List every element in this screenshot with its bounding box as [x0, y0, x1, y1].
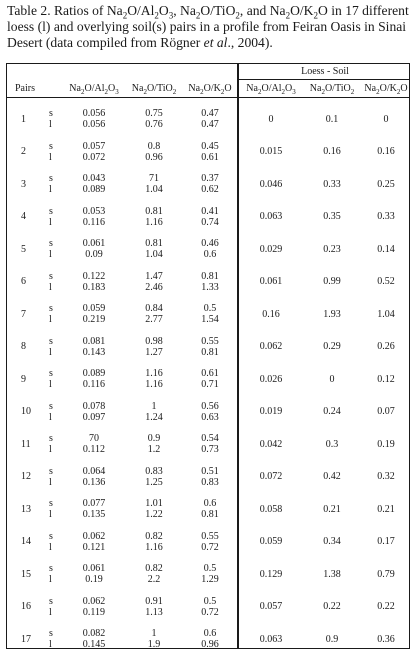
loess-na2o-k2o: 1.54 [201, 314, 219, 325]
pair-number: 5 [21, 243, 26, 255]
loess-na2o-al2o3: 0.219 [82, 314, 106, 325]
soil-na2o-tio2: 71 [149, 173, 159, 184]
header-pairs: Pairs [15, 83, 35, 94]
pair-number: 6 [21, 276, 26, 287]
pair-number: 12 [21, 471, 31, 482]
soil-na2o-al2o3: 0.053 [82, 205, 106, 217]
soil-na2o-tio2: 1.47 [145, 270, 163, 282]
soil-na2o-tio2: 0.91 [145, 595, 163, 607]
soil-na2o-k2o: 0.37 [201, 173, 219, 184]
loess-na2o-tio2: 1.22 [145, 509, 163, 520]
loess-na2o-k2o: 0.62 [201, 184, 219, 195]
soil-na2o-al2o3: 0.043 [82, 173, 106, 184]
soil-na2o-al2o3: 0.062 [82, 530, 106, 542]
pair-number: 15 [21, 568, 31, 580]
pair-number: 3 [21, 178, 26, 190]
loess-na2o-k2o: 0.81 [201, 509, 219, 520]
pair-number: 11 [21, 438, 31, 450]
soil-na2o-k2o: 0.56 [201, 400, 219, 412]
diff-na2o-tio2: 0.33 [323, 178, 341, 190]
diff-na2o-k2o: 0.22 [377, 601, 395, 612]
diff-na2o-tio2: 0.23 [323, 243, 341, 255]
diff-na2o-al2o3: 0.019 [259, 406, 283, 417]
loess-na2o-tio2: 1.13 [145, 606, 163, 618]
soil-na2o-tio2: 0.82 [145, 563, 163, 574]
header-diff-na2o-al2o3: $Na_2O/Al_2O_3$ [246, 83, 296, 96]
soil-marker: s [49, 238, 53, 249]
soil-na2o-tio2: 0.81 [145, 238, 163, 249]
header-rule [7, 97, 409, 98]
loess-na2o-al2o3: 0.072 [82, 151, 106, 163]
group-header-rule [239, 79, 409, 80]
diff-na2o-k2o: 0 [383, 113, 389, 125]
soil-marker: s [49, 433, 53, 444]
pair-number: 9 [21, 373, 26, 385]
soil-na2o-k2o: 0.51 [201, 465, 219, 477]
diff-na2o-al2o3: 0.046 [259, 178, 283, 190]
diff-na2o-k2o: 0.12 [377, 373, 395, 385]
soil-marker: s [49, 400, 53, 412]
header-diff-na2o-k2o: $Na_2O/K_2O$ [364, 83, 408, 96]
loess-na2o-tio2: 1.25 [145, 476, 163, 488]
soil-na2o-tio2: 1.16 [145, 368, 163, 379]
loess-na2o-k2o: 0.61 [201, 151, 219, 163]
loess-marker: l [49, 314, 52, 325]
soil-na2o-al2o3: 0.081 [82, 335, 106, 347]
diff-na2o-k2o: 0.33 [377, 211, 395, 222]
data-table [6, 63, 410, 649]
soil-na2o-al2o3: 70 [89, 433, 99, 444]
diff-na2o-tio2: 1.93 [323, 308, 341, 320]
loess-na2o-al2o3: 0.135 [82, 509, 106, 520]
soil-na2o-al2o3: 0.061 [82, 563, 106, 574]
soil-marker: s [49, 140, 53, 152]
soil-na2o-k2o: 0.6 [203, 498, 217, 509]
loess-na2o-k2o: 0.96 [201, 639, 219, 650]
group-header-loess-soil: Loess - Soil [301, 66, 349, 77]
diff-na2o-al2o3: 0.063 [259, 633, 283, 645]
loess-na2o-tio2: 2.2 [147, 574, 161, 585]
diff-na2o-tio2: 0.22 [323, 601, 341, 612]
soil-marker: s [49, 303, 53, 314]
soil-na2o-al2o3: 0.057 [82, 140, 106, 152]
loess-marker: l [49, 574, 52, 585]
loess-marker: l [49, 346, 52, 358]
soil-na2o-k2o: 0.5 [203, 595, 217, 607]
soil-na2o-tio2: 0.8 [147, 140, 161, 152]
diff-na2o-tio2: 0.99 [323, 276, 341, 287]
loess-na2o-al2o3: 0.097 [82, 411, 106, 423]
diff-na2o-al2o3: 0.058 [259, 503, 283, 515]
soil-na2o-al2o3: 0.061 [82, 238, 106, 249]
loess-na2o-tio2: 0.96 [145, 151, 163, 163]
loess-marker: l [49, 184, 52, 195]
soil-na2o-tio2: 1 [151, 628, 157, 639]
pair-number: 4 [21, 211, 26, 222]
diff-na2o-tio2: 0.16 [323, 146, 341, 157]
soil-na2o-k2o: 0.6 [203, 628, 217, 639]
soil-na2o-tio2: 1.01 [145, 498, 163, 509]
soil-na2o-k2o: 0.5 [203, 563, 217, 574]
loess-na2o-tio2: 1.27 [145, 346, 163, 358]
loess-na2o-tio2: 1.16 [145, 541, 163, 553]
loess-na2o-k2o: 0.81 [201, 346, 219, 358]
soil-na2o-tio2: 0.81 [145, 205, 163, 217]
soil-na2o-al2o3: 0.059 [82, 303, 106, 314]
loess-na2o-al2o3: 0.089 [82, 184, 106, 195]
loess-na2o-tio2: 0.76 [145, 119, 163, 130]
loess-marker: l [49, 444, 52, 455]
diff-na2o-k2o: 0.79 [377, 568, 395, 580]
loess-na2o-al2o3: 0.116 [82, 216, 106, 228]
soil-na2o-al2o3: 0.077 [82, 498, 106, 509]
diff-na2o-k2o: 0.32 [377, 471, 395, 482]
loess-marker: l [49, 379, 52, 390]
soil-na2o-tio2: 0.83 [145, 465, 163, 477]
soil-na2o-tio2: 0.82 [145, 530, 163, 542]
soil-na2o-k2o: 0.55 [201, 335, 219, 347]
soil-na2o-al2o3: 0.064 [82, 465, 106, 477]
soil-na2o-k2o: 0.45 [201, 140, 219, 152]
loess-marker: l [49, 606, 52, 618]
diff-na2o-k2o: 0.19 [377, 438, 395, 450]
loess-marker: l [49, 476, 52, 488]
header-diff-na2o-tio2: $Na_2O/TiO_2$ [309, 83, 355, 96]
loess-na2o-al2o3: 0.119 [82, 606, 106, 618]
loess-marker: l [49, 541, 52, 553]
loess-na2o-al2o3: 0.112 [82, 444, 106, 455]
diff-na2o-k2o: 0.21 [377, 503, 395, 515]
soil-marker: s [49, 595, 53, 607]
loess-marker: l [49, 151, 52, 163]
diff-na2o-al2o3: 0.129 [259, 568, 283, 580]
diff-na2o-k2o: 0.07 [377, 406, 395, 417]
diff-na2o-tio2: 1.38 [323, 568, 341, 580]
diff-na2o-k2o: 0.16 [377, 146, 395, 157]
soil-na2o-al2o3: 0.082 [82, 628, 106, 639]
loess-na2o-tio2: 2.77 [145, 314, 163, 325]
soil-na2o-k2o: 0.81 [201, 270, 219, 282]
loess-na2o-tio2: 1.9 [147, 639, 161, 650]
pair-number: 10 [21, 406, 31, 417]
soil-marker: s [49, 335, 53, 347]
soil-na2o-k2o: 0.47 [201, 108, 219, 119]
soil-na2o-al2o3: 0.078 [82, 400, 106, 412]
loess-na2o-k2o: 0.71 [201, 379, 219, 390]
diff-na2o-k2o: 0.52 [377, 276, 395, 287]
pair-number: 16 [21, 601, 31, 612]
diff-na2o-al2o3: 0.042 [259, 438, 283, 450]
loess-na2o-al2o3: 0.09 [85, 249, 103, 260]
loess-na2o-tio2: 1.04 [145, 184, 163, 195]
soil-na2o-k2o: 0.61 [201, 368, 219, 379]
diff-na2o-k2o: 0.36 [377, 633, 395, 645]
diff-na2o-al2o3: 0.059 [259, 536, 283, 547]
loess-na2o-k2o: 0.83 [201, 476, 219, 488]
loess-na2o-tio2: 1.16 [145, 379, 163, 390]
pair-number: 17 [21, 633, 31, 645]
diff-na2o-al2o3: 0.029 [259, 243, 283, 255]
pair-number: 14 [21, 536, 31, 547]
loess-na2o-k2o: 0.74 [201, 216, 219, 228]
loess-na2o-al2o3: 0.136 [82, 476, 106, 488]
soil-marker: s [49, 563, 53, 574]
header-na2o-al2o3: $Na_2O/Al_2O_3$ [69, 83, 119, 96]
pair-number: 7 [21, 308, 26, 320]
diff-na2o-al2o3: 0.16 [262, 308, 280, 320]
loess-na2o-k2o: 0.47 [201, 119, 219, 130]
loess-na2o-tio2: 1.2 [147, 444, 161, 455]
diff-na2o-tio2: 0.35 [323, 211, 341, 222]
diff-na2o-tio2: 0 [329, 373, 335, 385]
soil-marker: s [49, 270, 53, 282]
soil-marker: s [49, 173, 53, 184]
loess-na2o-k2o: 1.33 [201, 281, 219, 293]
diff-na2o-tio2: 0.34 [323, 536, 341, 547]
loess-na2o-tio2: 1.16 [145, 216, 163, 228]
diff-na2o-k2o: 1.04 [377, 308, 395, 320]
loess-marker: l [49, 411, 52, 423]
loess-marker: l [49, 216, 52, 228]
soil-na2o-k2o: 0.46 [201, 238, 219, 249]
diff-na2o-tio2: 0.42 [323, 471, 341, 482]
soil-marker: s [49, 368, 53, 379]
loess-na2o-tio2: 1.24 [145, 411, 163, 423]
diff-na2o-tio2: 0.21 [323, 503, 341, 515]
soil-marker: s [49, 530, 53, 542]
diff-na2o-k2o: 0.25 [377, 178, 395, 190]
diff-na2o-al2o3: 0.063 [259, 211, 283, 222]
soil-marker: s [49, 498, 53, 509]
diff-na2o-al2o3: 0.015 [259, 146, 283, 157]
loess-marker: l [49, 509, 52, 520]
loess-na2o-k2o: 1.29 [201, 574, 219, 585]
soil-na2o-tio2: 0.75 [145, 108, 163, 119]
loess-na2o-al2o3: 0.121 [82, 541, 106, 553]
soil-na2o-al2o3: 0.062 [82, 595, 106, 607]
soil-na2o-k2o: 0.41 [201, 205, 219, 217]
diff-na2o-al2o3: 0.061 [259, 276, 283, 287]
diff-na2o-k2o: 0.17 [377, 536, 395, 547]
loess-na2o-k2o: 0.63 [201, 411, 219, 423]
diff-na2o-al2o3: 0.026 [259, 373, 283, 385]
diff-na2o-k2o: 0.26 [377, 341, 395, 352]
pair-number: 13 [21, 503, 31, 515]
pair-number: 2 [21, 146, 26, 157]
soil-na2o-tio2: 1 [151, 400, 157, 412]
diff-na2o-tio2: 0.24 [323, 406, 341, 417]
diff-na2o-al2o3: 0 [268, 113, 274, 125]
soil-na2o-k2o: 0.55 [201, 530, 219, 542]
loess-marker: l [49, 639, 52, 650]
loess-na2o-k2o: 0.72 [201, 541, 219, 553]
soil-na2o-tio2: 0.98 [145, 335, 163, 347]
loess-na2o-al2o3: 0.056 [82, 119, 106, 130]
loess-na2o-al2o3: 0.183 [82, 281, 106, 293]
loess-na2o-k2o: 0.73 [201, 444, 219, 455]
soil-na2o-al2o3: 0.122 [82, 270, 106, 282]
table-caption: Table 2. Ratios of $Na_2O/Al_2O_3$, $Na_2O/TiO_2$, and $Na_2O/K_2O$ in 17 different loess (l) and overlying soil(s) pairs in a profile from Feiran Oasis in Sinai Desert (data compiled from Rögner et al., 2004). [7, 3, 409, 50]
loess-na2o-tio2: 1.04 [145, 249, 163, 260]
pair-number: 1 [21, 113, 26, 125]
soil-marker: s [49, 205, 53, 217]
diff-na2o-tio2: 0.9 [325, 633, 339, 645]
diff-na2o-tio2: 0.29 [323, 341, 341, 352]
soil-na2o-tio2: 0.84 [145, 303, 163, 314]
diff-na2o-k2o: 0.14 [377, 243, 395, 255]
soil-na2o-tio2: 0.9 [147, 433, 161, 444]
loess-na2o-al2o3: 0.116 [82, 379, 106, 390]
loess-na2o-k2o: 0.6 [203, 249, 217, 260]
loess-na2o-al2o3: 0.19 [85, 574, 103, 585]
header-na2o-tio2: $Na_2O/TiO_2$ [131, 83, 177, 96]
loess-na2o-k2o: 0.72 [201, 606, 219, 618]
loess-na2o-al2o3: 0.145 [82, 639, 106, 650]
loess-na2o-al2o3: 0.143 [82, 346, 106, 358]
loess-na2o-tio2: 2.46 [145, 281, 163, 293]
soil-marker: s [49, 108, 53, 119]
loess-marker: l [49, 281, 52, 293]
soil-na2o-al2o3: 0.089 [82, 368, 106, 379]
soil-marker: s [49, 628, 53, 639]
diff-na2o-tio2: 0.3 [325, 438, 339, 450]
soil-marker: s [49, 465, 53, 477]
pair-number: 8 [21, 341, 26, 352]
header-na2o-k2o: $Na_2O/K_2O$ [188, 83, 232, 96]
soil-na2o-al2o3: 0.056 [82, 108, 106, 119]
loess-marker: l [49, 119, 52, 130]
diff-na2o-al2o3: 0.057 [259, 601, 283, 612]
diff-na2o-al2o3: 0.072 [259, 471, 283, 482]
soil-na2o-k2o: 0.5 [203, 303, 217, 314]
soil-na2o-k2o: 0.54 [201, 433, 219, 444]
loess-marker: l [49, 249, 52, 260]
diff-na2o-al2o3: 0.062 [259, 341, 283, 352]
diff-na2o-tio2: 0.1 [325, 113, 339, 125]
